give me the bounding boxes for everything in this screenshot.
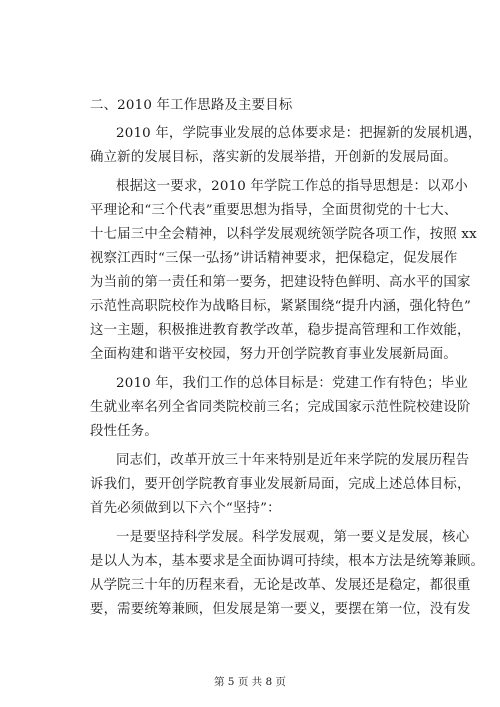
paragraph-line: 要，需要统筹兼顾，但发展是第一要义，要摆在第一位，没有发: [90, 602, 471, 617]
paragraph-line: 生就业率名列全省同类院校前三名；完成国家示范性院校建设阶: [90, 400, 471, 415]
paragraph-line: 段性任务。: [90, 424, 158, 439]
paragraph-line: 示范性高职院校作为战略目标，紧紧围绕“提升内涵，强化特色”: [90, 299, 472, 314]
paragraph-line: 从学院三十年的历程来看，无论是改革、发展还是稳定，都很重: [90, 578, 471, 593]
paragraph-line: 2010 年，学院事业发展的总体要求是：把握新的发展机遇，: [116, 126, 482, 141]
paragraph-line: 2010 年，我们工作的总体目标是：党建工作有特色；毕业: [116, 376, 468, 391]
paragraph-line: 同志们，改革开放三十年来特别是近年来学院的发展历程告: [116, 453, 470, 468]
paragraph-line: 全面构建和谐平安校园，努力开创学院教育事业发展新局面。: [90, 347, 457, 362]
paragraph-line: 是以人为本，基本要求是全面协调可持续，根本方法是统筹兼顾。: [90, 554, 485, 569]
paragraph-line: 这一主题，积极推进教育教学改革，稳步提高管理和工作效能，: [90, 323, 471, 338]
paragraph-line: 视察江西时“三保一弘扬”讲话精神要求，把保稳定，促发展作: [90, 251, 458, 266]
page-footer: 第 5 页 共 8 页: [213, 676, 287, 688]
section-heading: 二、2010 年工作思路及主要目标: [90, 98, 293, 113]
paragraph-line: 首先必须做到以下六个“坚持”：: [90, 501, 281, 516]
paragraph-line: 一是要坚持科学发展。科学发展观，第一要义是发展，核心: [116, 530, 470, 545]
paragraph-line: 诉我们，要开创学院教育事业发展新局面，完成上述总体目标，: [90, 477, 471, 492]
paragraph-line: 根据这一要求，2010 年学院工作总的指导思想是：以邓小: [116, 179, 468, 194]
paragraph-line: 确立新的发展目标，落实新的发展举措，开创新的发展局面。: [90, 150, 457, 165]
paragraph-line: 平理论和“三个代表”重要思想为指导，全面贯彻党的十七大、: [90, 203, 458, 218]
paragraph-line: 为当前的第一责任和第一要务，把建设特色鲜明、高水平的国家: [90, 275, 471, 290]
paragraph-line: 十七届三中全会精神，以科学发展观统领学院各项工作，按照 xx: [90, 227, 477, 242]
